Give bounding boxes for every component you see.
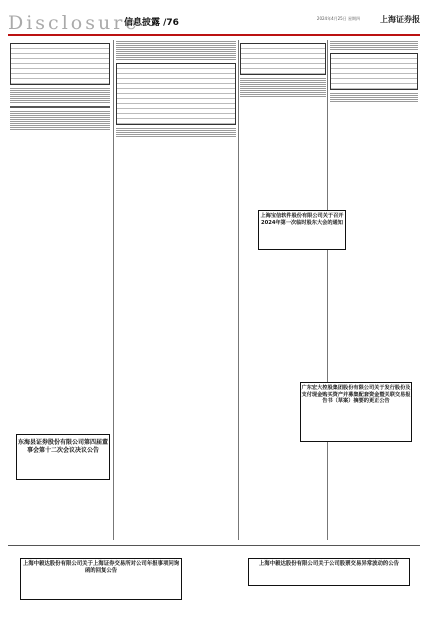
notice-title-2: 上海宝信软件股份有限公司关于召开2024年第一次临时股东大会的通知 bbox=[258, 210, 346, 250]
notice-title-3: 广东宏大控股集团股份有限公司关于发行股份及支付现金购买资产并募集配套资金暨关联交易报告书（草案）摘要的更正公告 bbox=[300, 382, 412, 442]
newspaper-name: 上海证券报 bbox=[380, 14, 420, 24]
notice-table bbox=[10, 43, 110, 85]
notice-title-4: 上海中毅达股份有限公司关于上海证券交易所对公司年报事项问询函的回复公告 bbox=[20, 558, 182, 600]
column-1 bbox=[10, 40, 110, 131]
masthead bbox=[8, 10, 420, 34]
notice-title-1: 东海县证券股份有限公司第四届董事会第十二次会议决议公告 bbox=[16, 434, 110, 480]
issue-date: 2024年4月25日 星期四 bbox=[316, 16, 360, 21]
holder-table bbox=[240, 43, 326, 75]
column-divider bbox=[113, 40, 114, 540]
column-divider bbox=[238, 40, 239, 540]
column-3 bbox=[240, 40, 326, 98]
financial-table bbox=[116, 63, 236, 125]
column-divider bbox=[327, 40, 328, 540]
disclosure-wordmark: Disclosure bbox=[8, 12, 140, 34]
column-4 bbox=[330, 40, 418, 103]
section-divider bbox=[8, 545, 420, 546]
section-title: 信息披露 /76 bbox=[124, 18, 179, 28]
notice-title-5: 上海中毅达股份有限公司关于公司股票交易异常波动的公告 bbox=[248, 558, 410, 586]
share-table bbox=[330, 53, 418, 90]
column-2 bbox=[116, 40, 236, 138]
header-rule bbox=[8, 34, 420, 36]
